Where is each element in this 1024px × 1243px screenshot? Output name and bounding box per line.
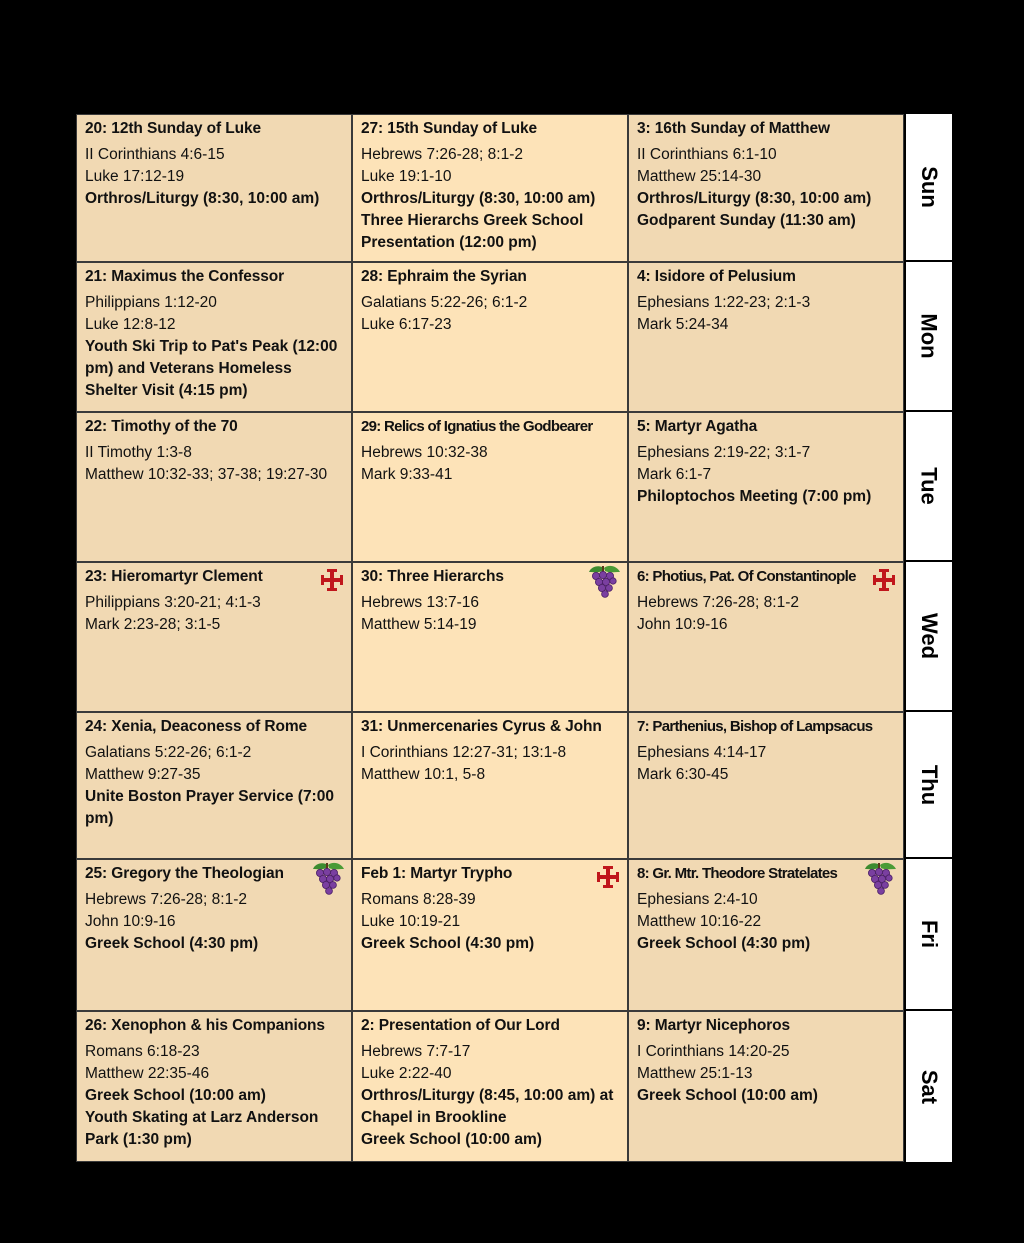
event-line: Philoptochos Meeting (7:00 pm) — [637, 488, 872, 505]
calendar-cell — [76, 562, 352, 712]
event-line: Greek School (10:00 am) — [85, 1087, 266, 1104]
weekday-label — [906, 562, 952, 712]
weekday-text: Sat — [917, 1069, 943, 1104]
event-line: Youth Skating at Larz Anderson Park (1:30 pm) — [85, 1109, 319, 1148]
reading-line: Ephesians 2:4-10 — [637, 891, 758, 908]
reading-line: Philippians 3:20-21; 4:1-3 — [85, 594, 261, 611]
reading-line: Matthew 22:35-46 — [85, 1065, 210, 1082]
reading-line: Romans 6:18-23 — [85, 1043, 200, 1060]
calendar-cell — [628, 1011, 904, 1162]
reading-line: Ephesians 2:19-22; 3:1-7 — [637, 444, 811, 461]
reading-line: Philippians 1:12-20 — [85, 294, 217, 311]
day-title: 30: Three Hierarchs — [361, 568, 504, 585]
weekday-text: Wed — [917, 612, 943, 660]
calendar-cell — [628, 712, 904, 859]
calendar-cell — [76, 1011, 352, 1162]
reading-line: John 10:9-16 — [637, 616, 728, 633]
calendar-cell — [352, 412, 628, 562]
grapes-icon — [861, 860, 899, 905]
event-line: Unite Boston Prayer Service (7:00 pm) — [85, 788, 334, 827]
weekday-text: Thu — [917, 764, 943, 805]
day-title: 4: Isidore of Pelusium — [637, 268, 796, 285]
calendar-grid — [76, 114, 904, 1162]
day-title: 5: Martyr Agatha — [637, 418, 758, 435]
event-line: Orthros/Liturgy (8:45, 10:00 am) at Chapel in Brookline — [361, 1087, 614, 1126]
reading-line: Mark 6:1-7 — [637, 466, 712, 483]
day-title: 28: Ephraim the Syrian — [361, 268, 527, 285]
calendar-cell — [352, 859, 628, 1011]
reading-line: John 10:9-16 — [85, 913, 176, 930]
reading-line: II Corinthians 6:1-10 — [637, 146, 777, 163]
day-title: 3: 16th Sunday of Matthew — [637, 120, 830, 137]
reading-line: Ephesians 1:22-23; 2:1-3 — [637, 294, 811, 311]
day-title: 26: Xenophon & his Companions — [85, 1017, 325, 1034]
day-title: 8: Gr. Mtr. Theodore Stratelates — [637, 865, 838, 882]
reading-line: Galatians 5:22-26; 6:1-2 — [361, 294, 528, 311]
reading-line: Luke 12:8-12 — [85, 316, 176, 333]
weekday-label — [906, 712, 952, 859]
reading-line: Hebrews 7:7-17 — [361, 1043, 471, 1060]
event-line: Three Hierarchs Greek School Presentation (12:00 pm) — [361, 212, 584, 251]
weekday-label — [906, 1011, 952, 1162]
reading-line: Luke 2:22-40 — [361, 1065, 452, 1082]
reading-line: Hebrews 7:26-28; 8:1-2 — [637, 594, 799, 611]
cross-icon — [595, 864, 621, 897]
reading-line: Luke 6:17-23 — [361, 316, 452, 333]
day-title: 31: Unmercenaries Cyrus & John — [361, 718, 602, 735]
reading-line: Hebrews 7:26-28; 8:1-2 — [85, 891, 247, 908]
day-title: 7: Parthenius, Bishop of Lampsacus — [637, 718, 873, 735]
weekday-label — [906, 114, 952, 262]
reading-line: Matthew 25:14-30 — [637, 168, 762, 185]
event-line: Youth Ski Trip to Pat's Peak (12:00 pm) and Veterans Homeless Shelter Visit (4:15 pm) — [85, 338, 338, 399]
event-line: Greek School (10:00 am) — [637, 1087, 818, 1104]
event-line: Greek School (4:30 pm) — [85, 935, 259, 952]
reading-line: Matthew 25:1-13 — [637, 1065, 753, 1082]
day-title: 24: Xenia, Deaconess of Rome — [85, 718, 308, 735]
reading-line: Romans 8:28-39 — [361, 891, 476, 908]
calendar-cell — [352, 262, 628, 412]
calendar-cell — [76, 412, 352, 562]
day-title: 29: Relics of Ignatius the Godbearer — [361, 418, 593, 435]
weekday-text: Sun — [917, 166, 943, 208]
calendar-cell — [628, 859, 904, 1011]
reading-line: Luke 17:12-19 — [85, 168, 185, 185]
calendar-cell — [628, 412, 904, 562]
cross-icon — [319, 567, 345, 600]
event-line: Greek School (10:00 am) — [361, 1131, 542, 1148]
reading-line: Mark 2:23-28; 3:1-5 — [85, 616, 221, 633]
weekday-label — [906, 412, 952, 562]
reading-line: I Corinthians 12:27-31; 13:1-8 — [361, 744, 567, 761]
reading-line: II Corinthians 4:6-15 — [85, 146, 225, 163]
calendar-cell — [628, 262, 904, 412]
event-line: Orthros/Liturgy (8:30, 10:00 am) — [85, 190, 320, 207]
event-line: Greek School (4:30 pm) — [361, 935, 535, 952]
day-title: 21: Maximus the Confessor — [85, 268, 285, 285]
weekday-label — [906, 262, 952, 412]
day-title: 20: 12th Sunday of Luke — [85, 120, 261, 137]
grapes-icon — [585, 563, 623, 608]
calendar-cell — [76, 114, 352, 262]
event-line: Greek School (4:30 pm) — [637, 935, 811, 952]
weekday-text: Mon — [917, 313, 943, 359]
day-title: 23: Hieromartyr Clement — [85, 568, 263, 585]
reading-line: I Corinthians 14:20-25 — [637, 1043, 790, 1060]
event-line: Orthros/Liturgy (8:30, 10:00 am) — [361, 190, 596, 207]
reading-line: Matthew 10:1, 5-8 — [361, 766, 486, 783]
reading-line: Matthew 10:32-33; 37-38; 19:27-30 — [85, 466, 328, 483]
reading-line: Hebrews 13:7-16 — [361, 594, 480, 611]
calendar-cell — [628, 114, 904, 262]
reading-line: Hebrews 10:32-38 — [361, 444, 488, 461]
day-title: 9: Martyr Nicephoros — [637, 1017, 791, 1034]
calendar-cell — [76, 712, 352, 859]
reading-line: Luke 19:1-10 — [361, 168, 452, 185]
weekday-text: Fri — [917, 919, 943, 949]
calendar-cell — [352, 562, 628, 712]
cross-icon — [871, 567, 897, 600]
calendar-cell — [76, 859, 352, 1011]
reading-line: Ephesians 4:14-17 — [637, 744, 767, 761]
weekday-column — [906, 114, 949, 1162]
day-title: 25: Gregory the Theologian — [85, 865, 284, 882]
day-title: Feb 1: Martyr Trypho — [361, 865, 513, 882]
calendar-cell — [352, 712, 628, 859]
reading-line: Matthew 9:27-35 — [85, 766, 201, 783]
weekday-label — [906, 859, 952, 1011]
calendar-cell — [352, 114, 628, 262]
reading-line: Mark 5:24-34 — [637, 316, 729, 333]
day-title: 22: Timothy of the 70 — [85, 418, 238, 435]
reading-line: Matthew 5:14-19 — [361, 616, 477, 633]
calendar-cell — [628, 562, 904, 712]
grapes-icon — [309, 860, 347, 905]
reading-line: Matthew 10:16-22 — [637, 913, 762, 930]
event-line: Orthros/Liturgy (8:30, 10:00 am) — [637, 190, 872, 207]
day-title: 6: Photius, Pat. Of Constantinople — [637, 568, 856, 585]
reading-line: Mark 9:33-41 — [361, 466, 453, 483]
reading-line: Hebrews 7:26-28; 8:1-2 — [361, 146, 523, 163]
event-line: Godparent Sunday (11:30 am) — [637, 212, 856, 229]
calendar-cell — [352, 1011, 628, 1162]
reading-line: Galatians 5:22-26; 6:1-2 — [85, 744, 252, 761]
weekday-text: Tue — [917, 467, 943, 505]
reading-line: Luke 10:19-21 — [361, 913, 461, 930]
day-title: 27: 15th Sunday of Luke — [361, 120, 537, 137]
reading-line: II Timothy 1:3-8 — [85, 444, 192, 461]
reading-line: Mark 6:30-45 — [637, 766, 729, 783]
day-title: 2: Presentation of Our Lord — [361, 1017, 560, 1034]
calendar-cell — [76, 262, 352, 412]
